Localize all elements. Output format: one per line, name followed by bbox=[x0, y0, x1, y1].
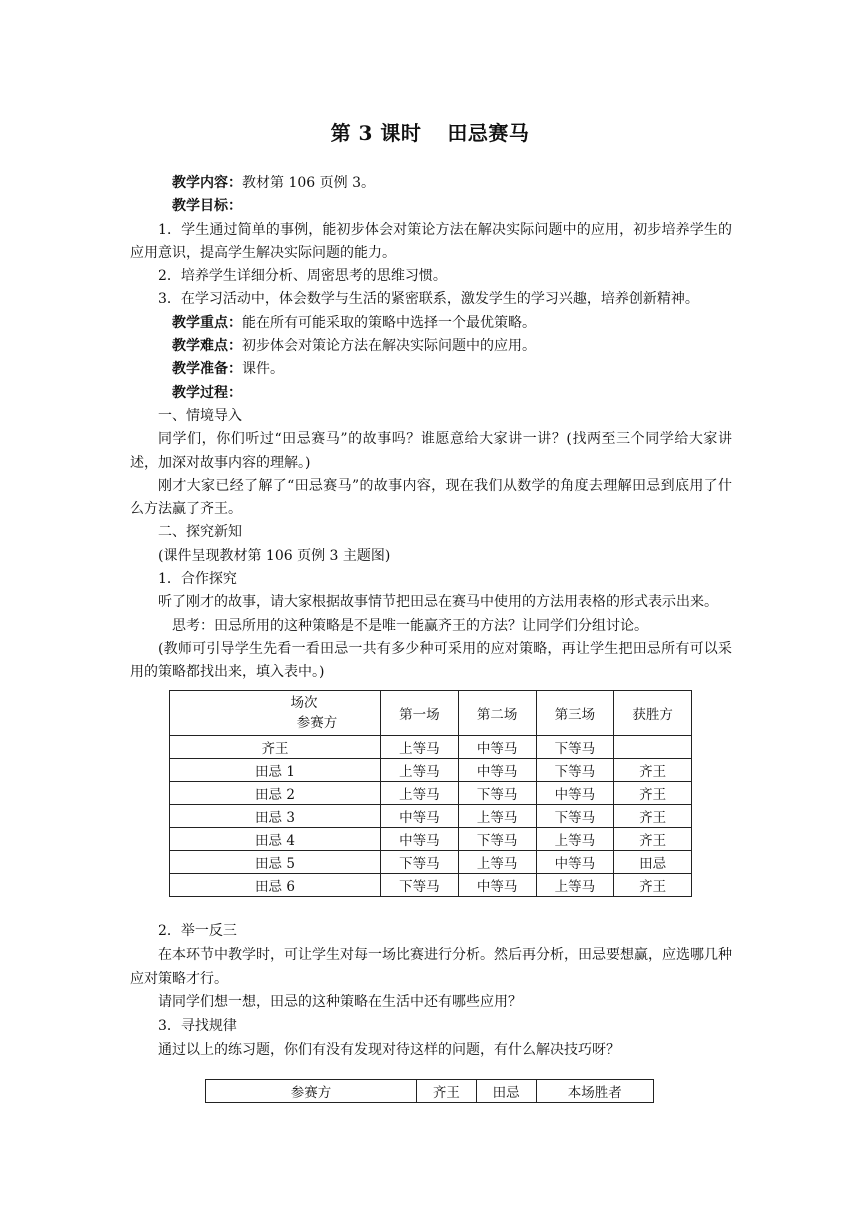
table-cell: 上等马 bbox=[381, 759, 459, 782]
table-cell: 中等马 bbox=[536, 851, 614, 874]
table-row bbox=[170, 851, 692, 874]
table-cell: 上等马 bbox=[381, 782, 459, 805]
header-cell: 参赛方 bbox=[206, 1080, 417, 1103]
corner-bottom-label: 参赛方 bbox=[296, 715, 338, 731]
table-cell: 下等马 bbox=[536, 736, 614, 759]
table-cell: 中等马 bbox=[458, 759, 536, 782]
table-cell: 中等马 bbox=[536, 782, 614, 805]
section3-paragraph-1: 在本环节中教学时，可让学生对每一场比赛进行分析。然后再分析，田忌要想赢，应选哪几种应对策略才行。 bbox=[130, 946, 732, 987]
table-cell: 齐王 bbox=[614, 805, 692, 828]
table-cell: 齐王 bbox=[614, 828, 692, 851]
table-cell: 田忌 2 bbox=[170, 782, 381, 805]
subsection-3-heading: 3．寻找规律 bbox=[158, 1018, 237, 1035]
section2-paragraph-2: 思考：田忌所用的这种策略是不是唯一能赢齐王的方法？让同学们分组讨论。 bbox=[172, 617, 648, 634]
table-cell: 中等马 bbox=[381, 805, 459, 828]
section2-note: (课件呈现教材第 106 页例 3 主题图) bbox=[158, 547, 391, 564]
table-cell: 田忌 3 bbox=[170, 805, 381, 828]
table-cell: 齐王 bbox=[614, 874, 692, 897]
table-row bbox=[170, 759, 692, 782]
section2-heading: 二、探究新知 bbox=[158, 524, 242, 541]
table-cell: 中等马 bbox=[458, 736, 536, 759]
goal-1: 1．学生通过简单的事例，能初步体会对策论方法在解决实际问题中的应用，初步培养学生的应用意识，提高学生解决实际问题的能力。 bbox=[130, 221, 732, 261]
header-cell: 第三场 bbox=[536, 691, 614, 736]
table-cell: 下等马 bbox=[381, 874, 459, 897]
process-label: 教学过程： bbox=[172, 384, 242, 401]
section1-paragraph-1: 同学们，你们听过“田忌赛马”的故事吗？谁愿意给大家讲一讲？(找两至三个同学给大家讲述，加深对故事内容的理解。) bbox=[130, 431, 732, 471]
table-cell: 上等马 bbox=[381, 736, 459, 759]
table-row bbox=[170, 828, 692, 851]
goal-3: 3．在学习活动中，体会数学与生活的紧密联系，激发学生的学习兴趣，培养创新精神。 bbox=[158, 291, 699, 308]
table-cell: 上等马 bbox=[536, 828, 614, 851]
table-cell: 上等马 bbox=[536, 874, 614, 897]
lesson-name: 田忌赛马 bbox=[447, 121, 530, 145]
section1-heading: 一、情境导入 bbox=[158, 407, 242, 424]
table-cell: 下等马 bbox=[458, 828, 536, 851]
table-cell: 上等马 bbox=[458, 805, 536, 828]
lesson-body-continued bbox=[130, 920, 732, 1063]
match-table bbox=[205, 1079, 654, 1103]
section1-paragraph-2: 刚才大家已经了解了“田忌赛马”的故事内容，现在我们从数学的角度去理解田忌到底用了什么方法赢了齐王。 bbox=[130, 477, 732, 518]
table-row bbox=[170, 736, 692, 759]
subsection-2-heading: 2．举一反三 bbox=[158, 923, 237, 939]
section3-paragraph-3: 通过以上的练习题，你们有没有发现对待这样的问题，有什么解决技巧呀？ bbox=[158, 1041, 620, 1058]
header-cell: 田忌 bbox=[476, 1080, 536, 1103]
table-cell: 下等马 bbox=[458, 782, 536, 805]
header-cell: 第二场 bbox=[458, 691, 536, 736]
table-cell: 上等马 bbox=[458, 851, 536, 874]
table-cell: 下等马 bbox=[536, 759, 614, 782]
table-row bbox=[170, 782, 692, 805]
subsection-1-heading: 1．合作探究 bbox=[158, 571, 237, 588]
lesson-number: 第 3 课时 bbox=[330, 121, 422, 145]
table-cell: 田忌 6 bbox=[170, 874, 381, 897]
table-cell: 田忌 bbox=[614, 851, 692, 874]
table-cell: 下等马 bbox=[536, 805, 614, 828]
table-cell: 齐王 bbox=[614, 782, 692, 805]
table-cell: 田忌 1 bbox=[170, 759, 381, 782]
table-cell: 中等马 bbox=[381, 828, 459, 851]
key-point-line: 教学重点：能在所有可能采取的策略中选择一个最优策略。 bbox=[172, 314, 536, 331]
section3-paragraph-2: 请同学们想一想，田忌的这种策略在生活中还有哪些应用？ bbox=[158, 994, 522, 1011]
header-cell: 获胜方 bbox=[614, 691, 692, 736]
header-cell: 第一场 bbox=[381, 691, 459, 736]
table-cell: 下等马 bbox=[381, 851, 459, 874]
difficulty-line: 教学难点：初步体会对策论方法在解决实际问题中的应用。 bbox=[172, 338, 536, 355]
table-cell: 齐王 bbox=[170, 736, 381, 759]
table-row bbox=[170, 874, 692, 897]
table-cell: 齐王 bbox=[614, 759, 692, 782]
section2-paragraph-1: 听了刚才的故事，请大家根据故事情节把田忌在赛马中使用的方法用表格的形式表示出来。 bbox=[158, 594, 718, 611]
prep-line: 教学准备：课件。 bbox=[172, 361, 284, 378]
header-cell: 齐王 bbox=[417, 1080, 477, 1103]
table-cell bbox=[614, 736, 692, 759]
content-line: 教学内容：教材第 106 页例 3。 bbox=[172, 175, 375, 191]
goals-label: 教学目标： bbox=[172, 198, 242, 215]
strategy-table bbox=[169, 690, 692, 897]
section2-paragraph-3: (教师可引导学生先看一看田忌一共有多少种可采用的应对策略，再让学生把田忌所有可以采用的策略都找出来，填入表中。) bbox=[130, 640, 732, 681]
table-row bbox=[170, 805, 692, 828]
table-cell: 中等马 bbox=[458, 874, 536, 897]
table-corner-cell bbox=[170, 691, 381, 736]
goal-2: 2．培养学生详细分析、周密思考的思维习惯。 bbox=[158, 268, 447, 285]
header-cell: 本场胜者 bbox=[536, 1080, 653, 1103]
lesson-body bbox=[130, 172, 732, 685]
lesson-title bbox=[0, 117, 860, 146]
corner-top-label: 场次 bbox=[290, 695, 318, 711]
table-cell: 田忌 5 bbox=[170, 851, 381, 874]
table-cell: 田忌 4 bbox=[170, 828, 381, 851]
table-header-row bbox=[206, 1080, 654, 1103]
